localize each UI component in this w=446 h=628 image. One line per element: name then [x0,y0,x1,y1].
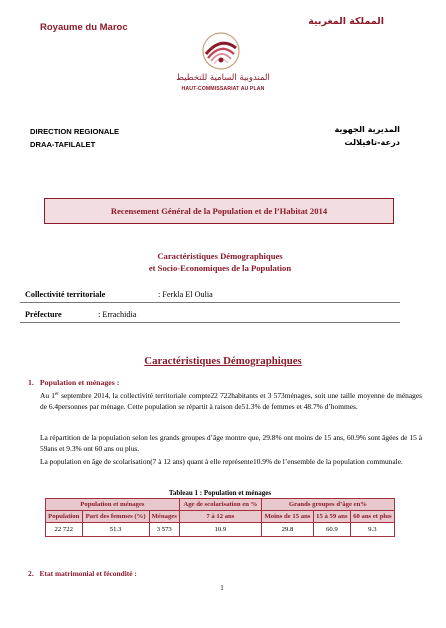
prefecture-value: : Errachidia [98,310,137,319]
section2-heading [28,569,137,578]
table-group-header-row [46,499,395,511]
cell-moins-15: 29.8 [261,523,313,537]
section1-number: 1. [28,378,34,387]
table-row [46,523,395,537]
th-menages: Ménages [149,511,179,523]
th-60-plus: 60 ans et plus [350,511,394,523]
direction-ar-line2: درعة-تافيلالت [344,137,400,147]
p1-rest: septembre 2014, la collectivité territoriale compte22 722habitants et 3 573ménages, soit une taille moyenne de ménages de 6.4personnes par ménage. Cette population se répartit à raison de51.3% de femmes et 48.7% d’hommes. [40,391,422,411]
page-number: 1 [220,584,224,592]
th-15-59: 15 à 59 ans [314,511,351,523]
th-population: Population [46,511,83,523]
country-name-fr: Royaume du Maroc [40,22,128,33]
direction-ar-line1: المديرية الجهوية [334,124,400,134]
paragraph-age-groups: La répartition de la population selon les grands groupes d’âge montre que, 29.8% ont moins de 15 ans, 60.9% sont âgées de 15 à 59ans et 9.3% ont 60 ans ou plus. [40,433,422,453]
document-subtitle [60,250,380,274]
th-grands-groupes: Grands groupes d’âge en% [261,499,394,511]
section2-number: 2. [28,569,34,578]
th-part-femmes: Part des femmes (%) [82,511,149,523]
paragraph-school-age: La population en âge de scolarisation(7 à 12 ans) quant à elle représente10.9% de l’ensemble de la population communale. [40,457,403,466]
section2-title: Etat matrimonial et fécondité : [39,569,137,578]
population-table [45,498,395,537]
th-7-12: 7 à 12 ans [179,511,261,523]
direction-ar [334,123,400,149]
direction-fr [30,125,119,151]
direction-fr-line2: DRAA-TAFILALET [30,140,96,149]
p1-superscript: er [54,392,59,397]
hcp-logo-icon [196,30,246,72]
table-caption: Tableau 1 : Population et ménages [168,489,272,497]
country-name-ar: المملكة المغربية [308,16,384,27]
census-title-banner: Recensement Général de la Population et de l’Habitat 2014 [44,198,394,224]
th-population-menages: Population et ménages [46,499,180,511]
p1-start: Au 1 [40,391,55,400]
cell-60-plus: 9.3 [350,523,394,537]
collectivite-row [20,290,400,303]
section1-title: Population et ménages : [39,378,120,387]
paragraph-population [40,391,422,412]
section-title: Caractéristiques Démographiques [144,355,302,367]
collectivite-value: : Ferkla El Oulia [158,290,213,299]
th-age-scolarisation: Age de scolarisation en % [179,499,261,511]
collectivite-label: Collectivité territoriale [25,290,106,299]
org-name-ar: المندوبية السامية للتخطيط [176,73,270,83]
prefecture-label: Préfecture [25,310,62,319]
th-moins-15: Moins de 15 ans [261,511,313,523]
cell-population: 22 722 [46,523,83,537]
cell-7-12: 10.9 [179,523,261,537]
subtitle-line1: Caractéristiques Démographiques [157,251,283,261]
section1-heading [28,378,119,387]
subtitle-line2: et Socio-Economiques de la Population [148,263,292,273]
cell-part-femmes: 51.3 [82,523,149,537]
cell-menages: 3 573 [149,523,179,537]
cell-15-59: 60.9 [314,523,351,537]
org-name-fr: HAUT-COMMISSARIAT AU PLAN [181,86,265,92]
direction-fr-line1: DIRECTION REGIONALE [30,127,120,136]
prefecture-row [20,310,400,323]
